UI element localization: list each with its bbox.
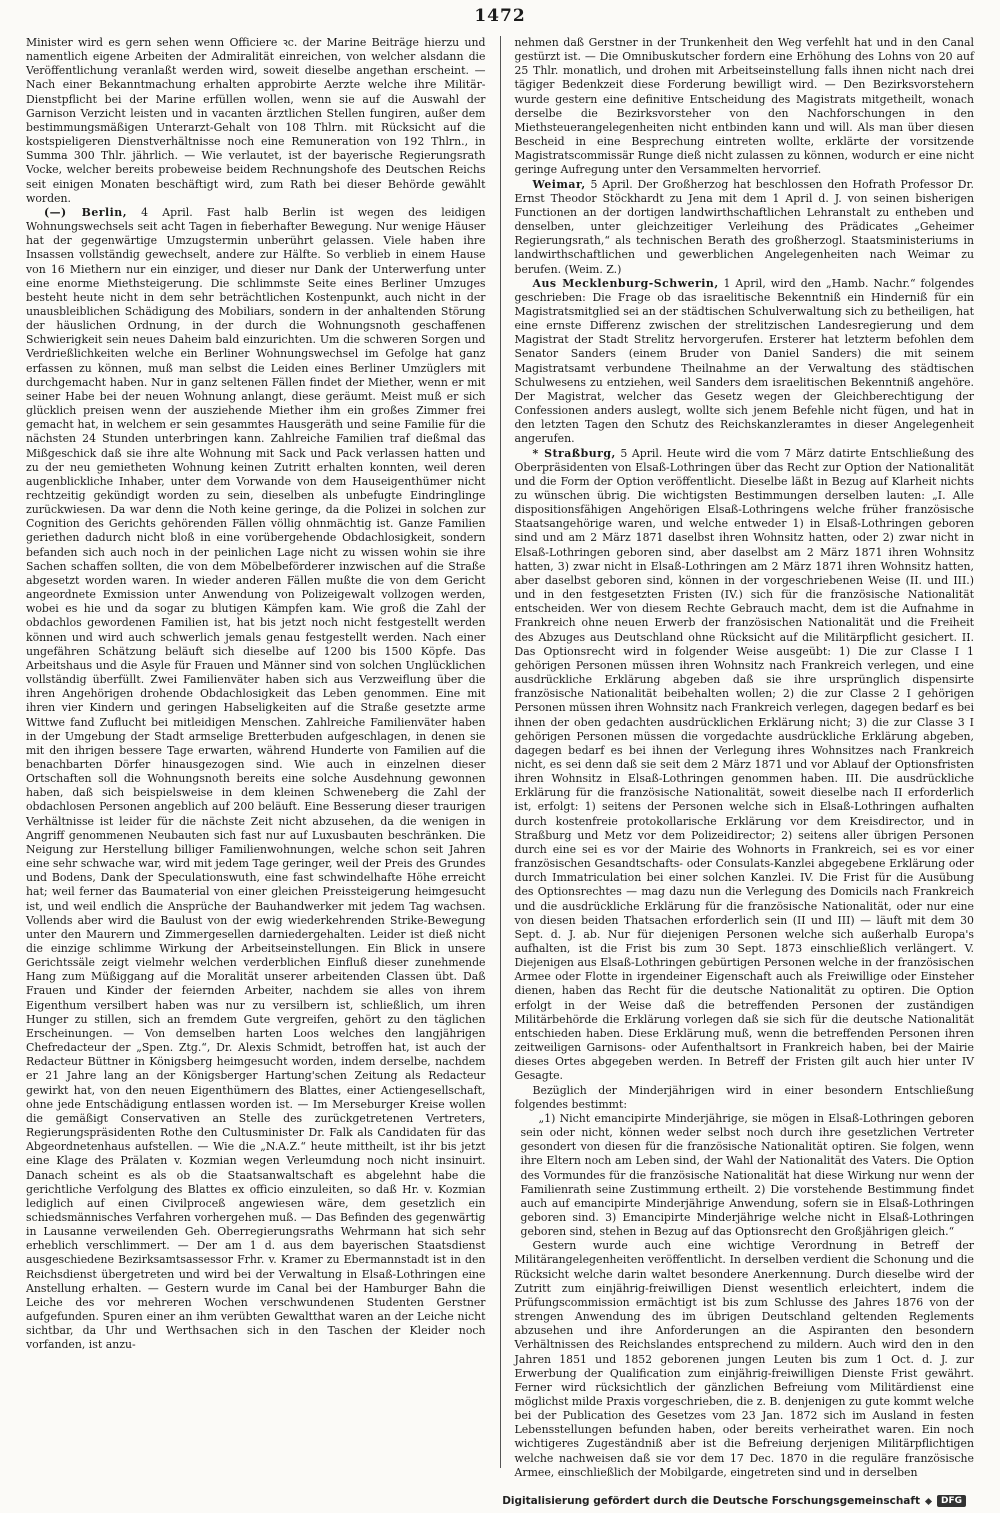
page-number: 1472 <box>474 6 526 26</box>
left-column <box>26 36 486 1468</box>
dateline-place: (—) Berlin, <box>44 205 128 219</box>
article-paragraph: nehmen daß Gerstner in der Trunkenheit den Weg verfehlt hat und in den Canal gestürzt ist. — Die Omnibuskutscher fordern eine Erhöhung des Lohns von 20 auf 25 Thlr. monatlich, und drohen mit Arbeitseinstellung falls ihnen nicht nach drei tägiger Bedenkzeit diese Forderung bewilligt wird. — Den Bezirksvorstehern wurde gestern eine definitive Entscheidung des Magistrats mitgetheilt, wonach derselbe die Bezirksvorsteher von den Nachforschungen in den Miethsteuerangelegenheiten nicht entbinden kann und will. Als man über diesen Bescheid in eine Besprechung eintreten wollte, erklärte der vorsitzende Magistratscommissär Runge dieß nicht zulassen zu können, wodurch er eine nicht geringe Aufregung unter den Versammelten hervorrief. <box>514 36 974 177</box>
newspaper-page <box>26 0 974 1513</box>
article-paragraph: Minister wird es gern sehen wenn Officiere ꝛc. der Marine Beiträge hierzu und namentlich eigene Arbeiten der Admiralität einreichen, von welcher alsdann die Veröffentlichung veranlaßt werden wird, soweit dieselbe angethan erscheint. — Nach einer Bekanntmachung erhalten approbirte Aerzte welche ihre Militär-Dienstpflicht bei der Marine erfüllen wollen, wenn sie auf die Auswahl der Garnison Verzicht leisten und in vacanten ärztlichen Stellen fungiren, außer dem bestimmungsmäßigen Unterarzt-Gehalt von 108 Thlrn. mit Rücksicht auf die kostspieligeren Dienstverhältnisse noch eine Remuneration von 192 Thlrn., in Summa 300 Thlr. jährlich. — Wie verlautet, ist der bayerische Regierungsrath Vocke, welcher bereits probeweise beidem Rechnungshofe des Deutschen Reichs seit einigen Monaten beschäftigt wird, zum Rath bei dieser Behörde gewählt worden. <box>26 36 486 205</box>
article-paragraph <box>515 178 975 277</box>
article-text: 5 April. Heute wird die vom 7 März datirte Entschließung des Oberpräsidenten von Elsaß-Lothringen über das Recht zur Option der Nationalität und die Form der Option veröffentlicht. Dieselbe läßt in Bezug auf Klarheit nichts zu wünschen übrig. Die wichtigsten Bestimmungen derselben lauten: „I. Alle dispositionsfähigen Angehörigen Elsaß-Lothringens welche früher französische Staatsangehörige waren, und welche entweder 1) in Elsaß-Lothringen geboren sind und am 2 März 1871 daselbst ihren Wohnsitz hatten, oder 2) zwar nicht in Elsaß-Lothringen geboren sind, aber daselbst am 2 März 1871 ihren Wohnsitz hatten, 3) zwar nicht in Elsaß-Lothringen am 2 März 1871 ihren Wohnsitz hatten, aber daselbst geboren sind, können in der vorgeschriebenen Weise (II. und III.) und in den festgesetzten Fristen (IV.) sich für die französische Nationalität entscheiden. Wer von diesem Rechte Gebrauch macht, dem ist die Aufnahme in Frankreich ohne neuen Erwerb der französischen Nationalität und die Freiheit des Abzuges aus Deutschland ohne Rücksicht auf die Militärpflicht gesichert. II. Das Optionsrecht wird in folgender Weise ausgeübt: 1) Die zur Classe I 1 gehörigen Personen müssen ihren Wohnsitz nach Frankreich verlegen, und eine ausdrückliche Erklärung abgeben daß sie ihre ursprünglich dispensirte französische Nationalität beibehalten wollen; 2) die zur Classe 2 I gehörigen Personen müssen ihren Wohnsitz nach Frankreich verlegen, dagegen bedarf es bei ihnen der oben gedachten ausdrücklichen Erklärung nicht; 3) die zur Classe 3 I gehörigen Personen müssen die vorgedachte ausdrückliche Erklärung abgeben, dagegen bedarf es bei ihnen der Verlegung ihres Wohnsitzes nach Frankreich nicht, es sei denn daß sie seit dem 2 März 1871 und vor Ablauf der Optionsfristen ihren Wohnsitz in Elsaß-Lothringen genommen haben. III. Die ausdrückliche Erklärung für die französische Nationalität, soweit dieselbe nach II erforderlich ist, erfolgt: 1) seitens der Personen welche sich in Elsaß-Lothringen aufhalten durch kostenfreie protokollarische Erklärung vor dem Kreisdirector, und in Straßburg und Metz vor dem Polizeidirector; 2) seitens aller übrigen Personen durch eine sei es vor der Mairie des Wohnorts in Frankreich, sei es vor einer französischen Gesandtschafts- oder Consulats-Kanzlei abgegebene Erklärung oder durch Immatriculation bei einer solchen Kanzlei. IV. Die Frist für die Ausübung des Optionsrechtes — mag dazu nun die Verlegung des Domicils nach Frankreich und die ausdrückliche Erklärung für die französische Nationalität, oder nur eine von diesen beiden Thatsachen erforderlich sein (II und III) — läuft mit dem 30 Sept. d. J. ab. Nur für diejenigen Personen welche sich außerhalb Europa's aufhalten, ist die Frist bis zum 30 Sept. 1873 einschließlich verlängert. V. Diejenigen aus Elsaß-Lothringen gebürtigen Personen welche in der französischen Armee oder Flotte in irgendeiner Eigenschaft auch als Freiwillige oder Einsteher dienen, haben das Recht für die deutsche Nationalität zu optiren. Die Option erfolgt in der Weise daß die betreffenden Personen der zuständigen Militärbehörde die Erklärung vorlegen daß sie sich für die deutsche Nationalität entschieden haben. Diese Erklärung muß, wenn die betreffenden Personen ihren zeitweiligen Garnisons- oder Aufenthaltsort in Frankreich haben, bei der Mairie dieses Ortes abgegeben werden. In Betreff der Fristen gilt auch hier unter IV Gesagte. <box>514 446 974 1083</box>
dateline-place: * Straßburg, <box>532 446 616 460</box>
right-column <box>514 36 975 1479</box>
digitization-footer <box>502 1495 966 1507</box>
article-paragraph <box>515 447 975 1084</box>
article-paragraph: Gestern wurde auch eine wichtige Verordnung in Betreff der Militärangelegenheiten veröffentlicht. In derselben verdient die Schonung und die Rücksicht welche darin waltet besondere Anerkennung. Durch dieselbe wird der Zutritt zum einjährig-freiwilligen Dienst wesentlich erleichtert, indem die Prüfungscommission ermächtigt ist bis zum Schlusse des Jahres 1876 von der strengen Anwendung des im übrigen Deutschland geltenden Reglements abzusehen und ihre Anforderungen an die Aspiranten den besondern Verhältnissen des Reichslandes entsprechend zu mildern. Auch wird den in den Jahren 1851 und 1852 geborenen jungen Leuten bis zum 1 Oct. d. J. zur Erwerbung der Qualification zum einjährig-freiwilligen Dienste Frist gewährt. Ferner wird rücksichtlich der gänzlichen Befreiung vom Militärdienst eine möglichst milde Praxis vorgeschrieben, die z. B. denjenigen zu gute kommt welche bei der Publication des Gesetzes vom 23 Jan. 1872 sich im Ausland in festen Lebensstellungen befunden haben, oder bereits verheirathet waren. Ein noch wichtigeres Zugeständniß aber ist die Befreiung derjenigen Militärpflichtigen welche nachweisen daß sie vor dem 17 Dec. 1870 in die reguläre französische Armee, einschließlich der Mobilgarde, eingetreten sind und in derselben <box>514 1239 974 1479</box>
dateline-place: Aus Mecklenburg-Schwerin, <box>532 276 719 290</box>
quoted-paragraph: „1) Nicht emancipirte Minderjährige, sie mögen in Elsaß-Lothringen geboren sein oder nicht, können weder selbst noch durch ihre gesetzlichen Vertreter gesondert von diesen für die französische Nationalität optiren. Sie folgen, wenn ihre Eltern noch am Leben sind, der Wahl der Nationalität des Vaters. Die Option des Vormundes für die französische Nationalität hat diese Wirkung nur wenn der Familienrath seine Zustimmung ertheilt. 2) Die vorstehende Bestimmung findet auch auf emancipirte Minderjährige Anwendung, sofern sie in Elsaß-Lothringen geboren sind. 3) Emancipirte Minderjährige welche nicht in Elsaß-Lothringen geboren sind, stehen in Bezug auf das Optionsrecht den Großjährigen gleich.“ <box>520 1111 974 1239</box>
dfg-logo-icon: DFG <box>937 1495 966 1507</box>
dateline-place: Weimar, <box>532 177 586 191</box>
column-divider <box>500 36 501 1468</box>
article-paragraph <box>515 277 975 447</box>
footer-text: Digitalisierung gefördert durch die Deutsche Forschungsgemeinschaft <box>502 1495 920 1507</box>
article-columns <box>26 36 974 1479</box>
article-text: 4 April. Fast halb Berlin ist wegen des leidigen Wohnungswechsels seit acht Tagen in fieberhafter Bewegung. Nur wenige Häuser hat der gegenwärtige Umzugstermin unberührt gelassen. Viele haben ihre Insassen vollständig gewechselt, andere zur Hälfte. So verblieb in einem Hause von 16 Miethern nur ein einziger, und dieser nur Dank der Unterwerfung unter eine enorme Miethsteigerung. Die schlimmste Seite eines Berliner Umzuges besteht heute nicht in dem sehr beträchtlichen Kostenpunkt, auch nicht in der unausbleiblichen Schädigung des Mobiliars, sondern in der anhaltenden Störung der häuslichen Ordnung, in der durch die Wohnungsnoth geschaffenen Schwierigkeit sein neues Daheim bald einzurichten. Um die schweren Sorgen und Verdrießlichkeiten welche ein Berliner Wohnungswechsel im Gefolge hat ganz erfassen zu können, muß man selbst die Leiden eines Berliner Umzüglers mit durchgemacht haben. Nur in ganz seltenen Fällen findet der Miether, wenn er mit seiner Habe bei der neuen Wohnung anlangt, diese geräumt. Meist muß er sich glücklich preisen wenn der ausziehende Miether ihm ein großes Zimmer frei gemacht hat, in welchem er sein gesammtes Hausgeräth und seine Familie für die nächsten 24 Stunden unterbringen kann. Zahlreiche Familien traf dießmal das Mißgeschick daß sie ihre alte Wohnung mit Sack und Pack verlassen hatten und zu der neu gemietheten Wohnung keinen Zutritt erhalten konnten, weil deren augenblickliche Inhaber, unter dem Vorwande von dem Hauseigenthümer nicht rechtzeitig gekündigt worden zu sein, dieselben als unbefugte Eindringlinge zurückwiesen. Da war denn die Noth keine geringe, da die Polizei in solchen zur Cognition des Gerichts gehörenden Fällen völlig ohnmächtig ist. Ganze Familien geriethen dadurch nicht bloß in eine vorübergehende Obdachlosigkeit, sondern befanden sich auch noch in der peinlichen Lage nicht zu wissen wohin sie ihre Sachen schaffen sollten, die von dem Möbelbeförderer inzwischen auf die Straße abgesetzt worden waren. In wieder anderen Fällen mußte die von dem Gericht angeordnete Exmission unter Anwendung von Polizeigewalt vollzogen werden, wobei es hie und da sogar zu blutigen Kämpfen kam. Wie groß die Zahl der obdachlos gewordenen Familien ist, hat bis jetzt noch nicht festgestellt werden können und wird auch schwerlich jemals genau festgestellt werden. Nach einer ungefähren Schätzung beläuft sich dieselbe auf 1200 bis 1500 Köpfe. Das Arbeitshaus und die Asyle für Frauen und Männer sind von solchen Unglücklichen vollständig überfüllt. Zwei Familienväter haben sich aus Verzweiflung über die ihren Angehörigen drohende Obdachlosigkeit das Leben genommen. Eine mit ihren vier Kindern und geringen Habseligkeiten auf die Straße gesetzte arme Wittwe fand Zuflucht bei mitleidigen Menschen. Zahlreiche Familienväter haben in der Umgebung der Stadt armselige Bretterbuden aufgeschlagen, in denen sie mit den ihrigen bessere Tage erwarten, während Hunderte von Familien auf die benachbarten Dörfer hinausgezogen sind. Wie auch in einzelnen dieser Ortschaften soll die Wohnungsnoth bereits eine solche Ausdehnung gewonnen haben, daß sich beispielsweise in dem kleinen Schweneberg die Zahl der obdachlosen Personen angeblich auf 200 beläuft. Eine Besserung dieser traurigen Verhältnisse ist leider für die nächste Zeit nicht abzusehen, da die wenigen in Angriff genommenen Neubauten sich fast nur auf Luxusbauten beschränken. Die Neigung zur Herstellung billiger Familienwohnungen, welche schon seit Jahren eine sehr schwache war, wird mit jedem Tage geringer, weil der Preis des Grundes und Bodens, Dank der Speculationswuth, eine fast schwindelhafte Höhe erreicht hat; weil ferner das Baumaterial von einer gleichen Preissteigerung heimgesucht ist, und weil endlich die Ansprüche der Bauhandwerker mit jedem Tag wachsen. Vollends aber wird die Baulust von der ewig wiederkehrenden Strike-Bewegung unter den Maurern und Zimmergesellen darniedergehalten. Leider ist dieß nicht die einzige schlimme Wirkung der Arbeitseinstellungen. Ein Blick in unsere Gerichtssäle zeigt vielmehr welchen verderblichen Einfluß dieser zunehmende Hang zum Müßiggang auf die Moralität unserer arbeitenden Classen übt. Daß Frauen und Kinder der feiernden Arbeiter, nachdem sie alles von ihrem Eigenthum versilbert haben was nur zu versilbern ist, schließlich, um ihren Hunger zu stillen, sich an fremdem Gute vergreifen, gehört zu den täglichen Erscheinungen. — Von demselben harten Loos welches den langjährigen Chefredacteur der „Spen. Ztg.“, Dr. Alexis Schmidt, betroffen hat, ist auch der Redacteur Büttner in Königsberg heimgesucht worden, indem derselbe, nachdem er 21 Jahre lang an der Königsberger Hartung'schen Zeitung als Redacteur gewirkt hat, von den neuen Eigenthümern des Blattes, einer Actiengesellschaft, ohne jede Entschädigung entlassen worden ist. — Im Merseburger Kreise wollen die gemäßigt Conservativen an Stelle des zurückgetretenen Vertreters, Regierungspräsidenten Rothe den Cultusminister Dr. Falk als Candidaten für das Abgeordnetenhaus aufstellen. — Wie die „N.A.Z.“ heute mittheilt, ist ihr bis jetzt eine Klage des Prälaten v. Kozmian wegen Verleumdung noch nicht insinuirt. Danach scheint es als ob die Staatsanwaltschaft es abgelehnt habe die gerichtliche Verfolgung des Blattes ex officio einzuleiten, so daß Hr. v. Kozmian lediglich auf einen Civilproceß angewiesen wäre, dem gesetzlich ein schiedsmännisches Verfahren vorhergehen muß. — Das Befinden des gegenwärtig in Lausanne verweilenden Geh. Oberregierungsraths Wehrmann hat sich sehr erheblich verschlimmert. — Der am 1 d. aus dem bayerischen Staatsdienst ausgeschiedene Bezirksamtsassessor Frhr. v. Kramer zu Ebermannstadt ist in den Reichsdienst übergetreten und wird bei der Verwaltung in Elsaß-Lothringen eine Anstellung erhalten. — Gestern wurde im Canal bei der Hamburger Bahn die Leiche des vor mehreren Wochen verschwundenen Studenten Gerstner aufgefunden. Spuren einer an ihm verübten Gewaltthat waren an der Leiche nicht sichtbar, da Uhr und Werthsachen sich in den Taschen der Kleider noch vorfanden, ist anzu- <box>26 205 486 1352</box>
separator-icon <box>925 1497 932 1504</box>
article-paragraph <box>26 206 486 1353</box>
article-text: 5 April. Der Großherzog hat beschlossen den Hofrath Professor Dr. Ernst Theodor Stöckhardt zu Jena mit dem 1 April d. J. von seinen bisherigen Functionen an der dortigen landwirthschaftlichen Lehranstalt zu entheben und denselben, unter gleichzeitiger Verleihung des Prädicates „Geheimer Regierungsrath,“ als technischen Berath des großherzogl. Staatsministeriums in landwirthschaftlichen und gewerblichen Angelegenheiten nach Weimar zu berufen. (Weim. Z.) <box>514 177 974 276</box>
article-paragraph: Bezüglich der Minderjährigen wird in einer besondern Entschließung folgendes bestimmt: <box>514 1083 974 1111</box>
article-text: 1 April, wird den „Hamb. Nachr.“ folgendes geschrieben: Die Frage ob das israelitische Bekenntniß ein Hinderniß für ein Magistratsmitglied sei an der städtischen Schulverwaltung sich zu betheiligen, hat eine ernste Differenz zwischen der strelitzischen Landesregierung und dem Magistrat der Stadt Strelitz hervorgerufen. Ersterer hat letzterm befohlen dem Senator Sanders (einem Bruder von Daniel Sanders) die mit seinem Magistratsamt verbundene Theilnahme an der Verwaltung des städtischen Schulwesens zu entziehen, weil Sanders dem israelitischen Bekenntniß angehöre. Der Magistrat, welcher das Gesetz wegen der Gleichberechtigung der Confessionen anders auslegt, wollte sich jenem Befehle nicht fügen, und hat in den letzten Tagen den Schutz des Reichskanzleramtes in dieser Angelegenheit angerufen. <box>514 276 974 446</box>
